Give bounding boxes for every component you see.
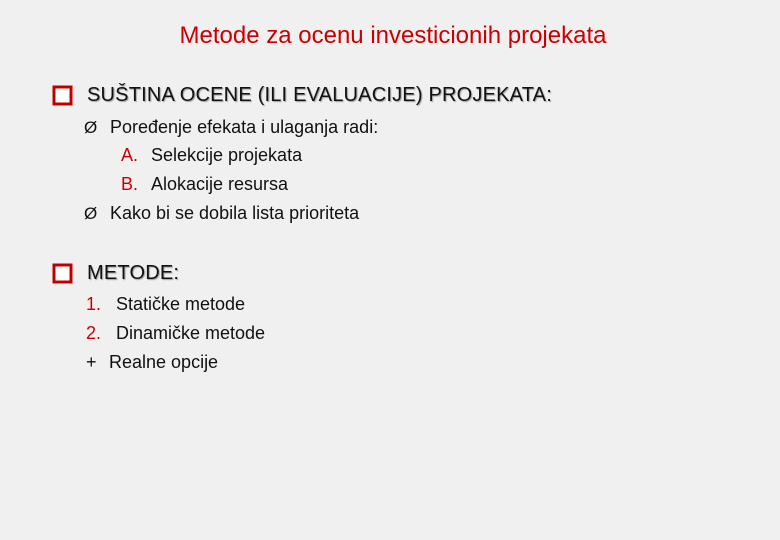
hollow-square-bullet-icon: [52, 263, 73, 284]
list-item: [121, 145, 302, 166]
section-heading-text: METODE:: [87, 262, 180, 284]
list-marker: 1.: [86, 294, 102, 314]
arrow-bullet-icon: Ø: [84, 203, 98, 223]
list-item: [121, 174, 288, 195]
list-item: [84, 203, 359, 224]
section-heading-sustina: [52, 84, 552, 107]
slide-title: Metode za ocenu investicionih projekata: [179, 22, 607, 49]
hollow-square-bullet-icon: [52, 85, 73, 106]
list-marker: B.: [121, 174, 139, 194]
list-item-text: Statičke metode: [116, 294, 246, 314]
list-marker: 2.: [86, 323, 102, 343]
list-marker: +: [86, 352, 97, 372]
section-heading-metode: [52, 262, 179, 285]
list-item-text: Poređenje efekata i ulaganja radi:: [110, 117, 379, 137]
list-marker: A.: [121, 145, 139, 165]
list-item: [84, 117, 378, 138]
list-item-text: Selekcije projekata: [151, 145, 303, 165]
list-item: [86, 294, 245, 315]
list-item-text: Alokacije resursa: [151, 174, 289, 194]
list-item-text: Realne opcije: [109, 352, 219, 372]
arrow-bullet-icon: Ø: [84, 117, 98, 137]
list-item: [86, 352, 218, 373]
list-item-text: Dinamičke metode: [116, 323, 266, 343]
section-heading-text: SUŠTINA OCENE (ILI EVALUACIJE) PROJEKATA:: [87, 84, 552, 106]
list-item: [86, 323, 265, 344]
list-item-text: Kako bi se dobila lista prioriteta: [110, 203, 360, 223]
